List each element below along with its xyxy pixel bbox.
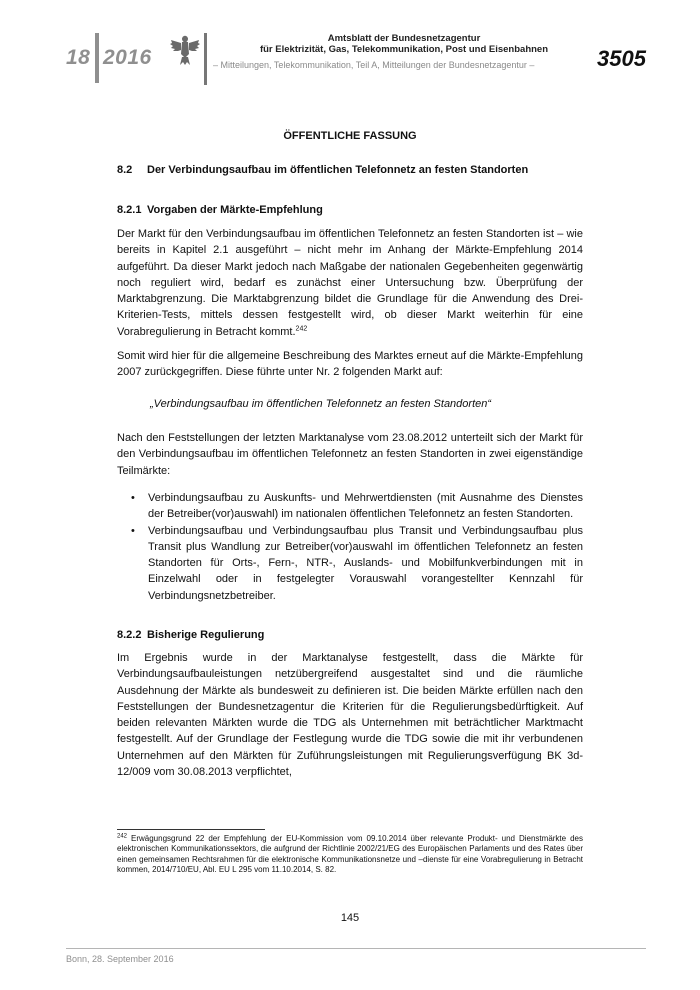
- paragraph-4: Im Ergebnis wurde in der Marktanalyse festgestellt, dass die Märkte für Verbindungsaufbauleistungen netzübergreifend ausgestaltet sind und die räumliche Ausdehnung der Märkte als bundesweit zu definieren ist. Die beiden Märkte erfüllen nach den Feststellungen der Bundesnetzagentur die Kriterien für die Regulierungsbedürftigkeit. Auf beiden relevanten Märkten wurde die TDG als Unternehmen mit beträchtlicher Marktmacht festgestellt. Auf der Grundlage der Festlegung wurde die TDG sowie die mit ihr verbundenen Unternehmen auf den Märkten für Zuführungsleistungen mit Regulierungsverfügung BK 3d-12/009 vom 30.08.2013 verpflichtet,: [117, 652, 583, 779]
- public-version-heading: ÖFFENTLICHE FASSUNG: [283, 130, 417, 142]
- paragraph-1-block: [117, 226, 583, 340]
- footnote-text: Erwägungsgrund 22 der Empfehlung der EU-Kommission vom 09.10.2014 über relevante Produkt- und Dienstmärkte des elektronischen Kommunikationssektors, die aufgrund der Richtlinie 2002/21/EG des Europäischen Parlaments und des Rates über einen gemeinsamen Rechtsrahmen für die elektronische Kommunikationsnetze und –dienste für eine Vorabregulierung in Betracht kommen, 2014/710/EU, Abl. EU L 295 vom 11.10.2014, S. 82.: [117, 834, 583, 875]
- paragraph-2-block: [117, 348, 583, 381]
- issue-year: 2016: [103, 46, 152, 69]
- gazette-title-line2: für Elektrizität, Gas, Telekommunikation, Post und Eisenbahnen: [259, 44, 549, 55]
- federal-eagle-icon: [170, 34, 200, 66]
- gazette-subtitle: – Mitteilungen, Telekommunikation, Teil A, Mitteilungen der Bundesnetzagentur –: [213, 60, 535, 70]
- paragraph-3-block: [117, 430, 583, 479]
- paragraph-2: Somit wird hier für die allgemeine Beschreibung des Marktes erneut auf die Märkte-Empfehlung 2007 zurückgegriffen. Diese führte unter Nr. 2 folgenden Markt auf:: [117, 350, 583, 379]
- subsection-title-1: Vorgaben der Märkte-Empfehlung: [147, 204, 323, 216]
- section-heading: [117, 164, 528, 176]
- bullet-list-block: [117, 490, 583, 604]
- issue-number: 18: [66, 46, 91, 69]
- document-page-number: 145: [340, 912, 360, 924]
- gazette-page-number: 3505: [597, 46, 646, 71]
- gazette-title-line1: Amtsblatt der Bundesnetzagentur: [327, 33, 481, 44]
- list-item-text: Verbindungsaufbau zu Auskunfts- und Mehrwertdiensten (mit Ausnahme des Dienstes der Betreiber(vor)auswahl) im nationalen öffentlichen Telefonnetz an festen Standorten.: [148, 492, 583, 521]
- subsection-heading-1: [117, 204, 323, 216]
- subsection-title-2: Bisherige Regulierung: [147, 629, 265, 641]
- footnote-number: 242: [117, 833, 128, 840]
- market-quote: „Verbindungsaufbau im öffentlichen Telefonnetz an festen Standorten“: [150, 398, 492, 410]
- header-separator: [95, 33, 99, 83]
- submarket-list: [117, 490, 583, 604]
- subsection-number-1: 8.2.1: [117, 204, 142, 216]
- paragraph-4-block: [117, 650, 583, 780]
- subsection-number-2: 8.2.2: [117, 629, 142, 641]
- subsection-heading-2: [117, 629, 264, 641]
- list-item: [117, 523, 583, 604]
- footer-date: Bonn, 28. September 2016: [66, 954, 174, 964]
- footnote: [117, 834, 583, 876]
- paragraph-3: Nach den Feststellungen der letzten Marktanalyse vom 23.08.2012 unterteilt sich der Markt für den Verbindungsaufbau im öffentlichen Telefonnetz an festen Standorten in zwei eigenständige Teilmärkte:: [117, 432, 583, 477]
- paragraph-1-text: Der Markt für den Verbindungsaufbau im öffentlichen Telefonnetz an festen Standorten ist – wie bereits in Kapitel 2.1 ausgeführt – nicht mehr im Anhang der Märkte-Empfehlung 2014 aufgeführt. Da dieser Markt jedoch nach Maßgabe der nationalen Gegebenheiten gegenwärtig noch reguliert wird, bedarf es zunächst einer Untersuchung bzw. Überprüfung der Marktabgrenzung. Die Marktabgrenzung bildet die Grundlage für die Anwendung des Drei-Kriterien-Tests, mittels dessen festgestellt wird, ob dieser Markt weiterhin für eine Vorabregulierung in Betracht kommt.: [117, 228, 583, 338]
- section-title: Der Verbindungsaufbau im öffentlichen Telefonnetz an festen Standorten: [147, 164, 529, 176]
- paragraph-1: [117, 226, 583, 340]
- list-item-text: Verbindungsaufbau und Verbindungsaufbau plus Transit und Verbindungsaufbau plus Transit plus Wandlung zur Betreiber(vor)auswahl im öffentlichen Telefonnetz an festen Standorten für Orts-, Fern-, NTR-, Auslands- und Mobilfunkverbindungen mit in Einzelwahl oder in festgelegter Vorauswahl vorangestellter Kennzahl für Verbindungsnetzbetreiber.: [148, 524, 583, 602]
- list-item: [117, 490, 583, 523]
- section-number: 8.2: [117, 164, 133, 176]
- footnote-ref-242[interactable]: 242: [295, 325, 308, 333]
- bullet-marker: •: [131, 524, 135, 537]
- bullet-marker: •: [131, 492, 135, 504]
- header-separator-2: [204, 33, 207, 85]
- footer-rule: [66, 948, 646, 949]
- footnote-rule: [117, 829, 265, 830]
